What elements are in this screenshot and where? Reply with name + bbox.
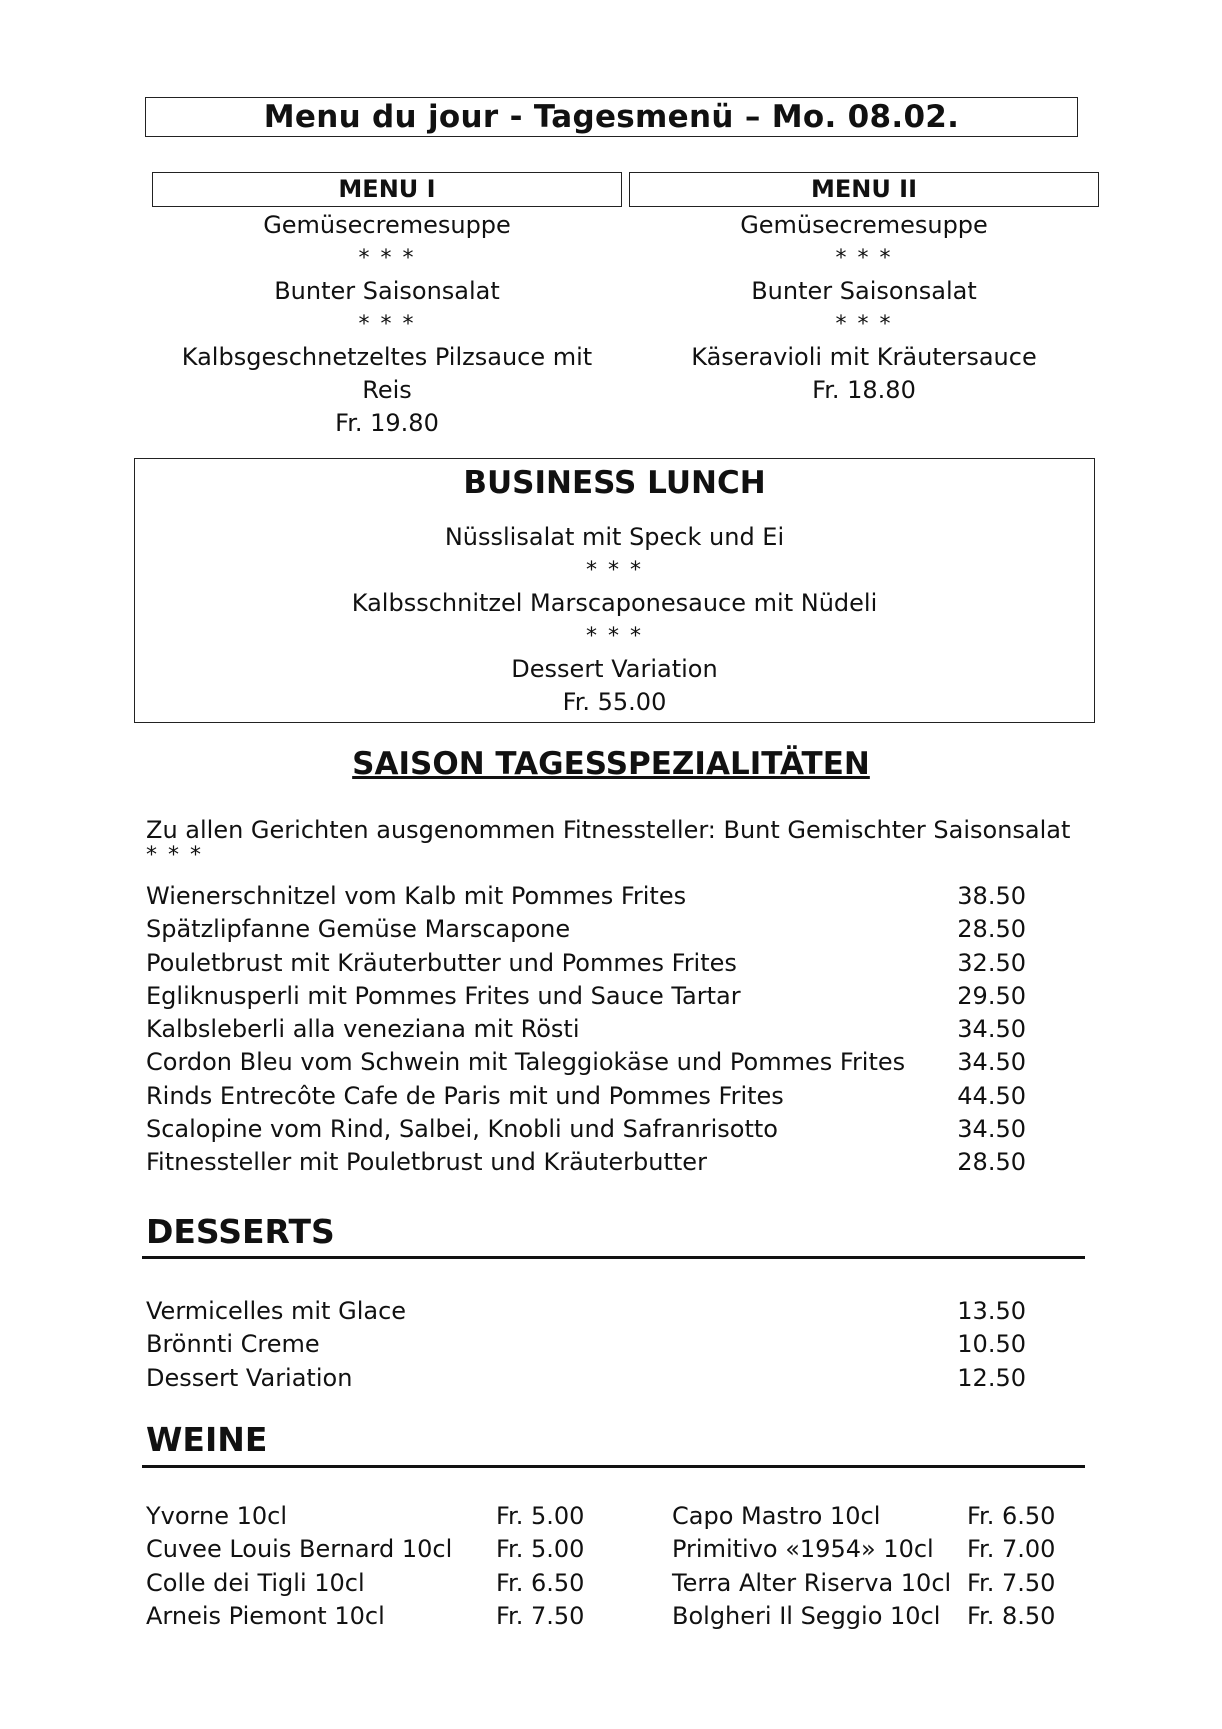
saison-item-name: Egliknusperli mit Pommes Frites und Sauce Tartar <box>146 981 741 1010</box>
desserts-title: DESSERTS <box>146 1212 335 1251</box>
wine-item-name: Colle dei Tigli 10cl <box>146 1568 365 1597</box>
saison-item-price: 34.50 <box>957 1115 1026 1144</box>
business-lunch-separator: * * * <box>586 558 643 583</box>
saison-item <box>146 947 1026 980</box>
wine-item <box>146 1600 584 1633</box>
saison-intro: Zu allen Gerichten ausgenommen Fitnessteller: Bunt Gemischter Saisonsalat <box>146 816 1071 844</box>
menu-1-main-line2: Reis <box>362 376 412 404</box>
saison-item <box>146 1146 1026 1179</box>
weine-list-right <box>672 1500 1055 1633</box>
dessert-item-name: Vermicelles mit Glace <box>146 1297 407 1325</box>
page-title: Menu du jour - Tagesmenü – Mo. 08.02. <box>145 97 1078 137</box>
saison-item <box>146 913 1026 946</box>
menu-1-main-line1: Kalbsgeschnetzeltes Pilzsauce mit <box>181 343 593 371</box>
wine-item <box>146 1500 584 1533</box>
saison-item <box>146 1013 1026 1046</box>
wine-item-name: Primitivo «1954» 10cl <box>672 1535 934 1564</box>
wine-item-price: Fr. 7.00 <box>967 1535 1056 1564</box>
wine-item-name: Capo Mastro 10cl <box>672 1502 881 1530</box>
weine-title: WEINE <box>146 1420 268 1459</box>
dessert-item-price: 13.50 <box>957 1297 1026 1325</box>
wine-item-price: Fr. 7.50 <box>496 1601 585 1630</box>
menu-2 <box>629 172 1099 407</box>
wine-item <box>146 1533 584 1566</box>
business-lunch-main: Kalbsschnitzel Marscaponesauce mit Nüdeli <box>351 589 878 617</box>
wine-item <box>672 1567 1055 1600</box>
menu-1-price: Fr. 19.80 <box>335 409 439 437</box>
dessert-item-name: Brönnti Creme <box>146 1330 320 1359</box>
wine-item-price: Fr. 6.50 <box>967 1502 1056 1530</box>
menu-2-separator: * * * <box>835 246 893 271</box>
saison-item-price: 44.50 <box>957 1081 1026 1110</box>
business-lunch-dessert: Dessert Variation <box>511 655 718 683</box>
saison-item-name: Pouletbrust mit Kräuterbutter und Pommes Frites <box>146 948 737 977</box>
menu-2-salad: Bunter Saisonsalat <box>751 277 977 305</box>
saison-item-name: Spätzlipfanne Gemüse Marscapone <box>146 915 571 944</box>
menu-1-salad: Bunter Saisonsalat <box>274 277 500 305</box>
menu-1 <box>152 172 622 440</box>
saison-item-price: 28.50 <box>957 915 1026 944</box>
wine-item-price: Fr. 5.00 <box>496 1502 585 1530</box>
saison-item-name: Rinds Entrecôte Cafe de Paris mit und Pommes Frites <box>146 1081 784 1110</box>
saison-item-price: 34.50 <box>957 1015 1026 1044</box>
business-lunch-price: Fr. 55.00 <box>562 688 667 716</box>
wine-item-name: Yvorne 10cl <box>146 1502 287 1530</box>
dessert-item <box>146 1328 1026 1361</box>
saison-item-price: 38.50 <box>957 882 1026 910</box>
menu-1-starter: Gemüsecremesuppe <box>263 211 511 239</box>
menu-2-heading: MENU II <box>629 172 1099 207</box>
weine-divider <box>142 1465 1085 1468</box>
business-lunch-separator: * * * <box>586 624 643 649</box>
saison-item-price: 29.50 <box>957 981 1026 1010</box>
menu-1-heading: MENU I <box>152 172 622 207</box>
dessert-item-name: Dessert Variation <box>146 1363 353 1392</box>
desserts-divider <box>142 1256 1085 1259</box>
dessert-item <box>146 1362 1026 1395</box>
business-lunch-box <box>134 458 1095 723</box>
saison-intro-block <box>146 815 1106 867</box>
business-lunch-starter: Nüsslisalat mit Speck und Ei <box>444 523 785 551</box>
saison-item-name: Cordon Bleu vom Schwein mit Taleggiokäse und Pommes Frites <box>146 1048 906 1077</box>
menu-2-separator: * * * <box>835 312 893 337</box>
menu-2-price: Fr. 18.80 <box>812 376 916 404</box>
wine-item-name: Arneis Piemont 10cl <box>146 1601 385 1630</box>
saison-item-price: 32.50 <box>957 948 1026 977</box>
weine-list-left <box>146 1500 584 1633</box>
dessert-item <box>146 1295 1026 1328</box>
saison-separator: * * * <box>146 843 203 868</box>
wine-item <box>672 1533 1055 1566</box>
saison-item-price: 34.50 <box>957 1048 1026 1077</box>
wine-item-price: Fr. 5.00 <box>496 1535 585 1564</box>
saison-item-name: Scalopine vom Rind, Salbei, Knobli und Safranrisotto <box>146 1115 778 1144</box>
saison-item-name: Wienerschnitzel vom Kalb mit Pommes Frites <box>146 882 687 910</box>
saison-item-name: Fitnessteller mit Pouletbrust und Kräuterbutter <box>146 1148 707 1177</box>
saison-item-price: 28.50 <box>957 1148 1026 1177</box>
wine-item-price: Fr. 6.50 <box>496 1568 585 1597</box>
saison-item <box>146 1046 1026 1079</box>
saison-item <box>146 980 1026 1013</box>
saison-item <box>146 1113 1026 1146</box>
saison-item <box>146 880 1026 913</box>
menu-1-separator: * * * <box>358 312 416 337</box>
saison-item-name: Kalbsleberli alla veneziana mit Rösti <box>146 1015 580 1044</box>
menu-2-starter: Gemüsecremesuppe <box>740 211 988 239</box>
menu-1-separator: * * * <box>358 246 416 271</box>
business-lunch-title: BUSINESS LUNCH <box>463 465 766 501</box>
desserts-list <box>146 1295 1026 1395</box>
wine-item <box>146 1567 584 1600</box>
wine-item-name: Cuvee Louis Bernard 10cl <box>146 1535 453 1564</box>
wine-item-price: Fr. 7.50 <box>967 1568 1056 1597</box>
menu-2-main-line1: Käseravioli mit Kräutersauce <box>691 343 1037 371</box>
saison-title: SAISON TAGESSPEZIALITÄTEN <box>352 746 870 782</box>
wine-item-price: Fr. 8.50 <box>967 1601 1056 1630</box>
wine-item-name: Terra Alter Riserva 10cl <box>672 1568 952 1597</box>
saison-list <box>146 880 1026 1180</box>
wine-item <box>672 1600 1055 1633</box>
dessert-item-price: 12.50 <box>957 1363 1026 1392</box>
dessert-item-price: 10.50 <box>957 1330 1026 1359</box>
wine-item-name: Bolgheri Il Seggio 10cl <box>672 1601 941 1630</box>
saison-item <box>146 1080 1026 1113</box>
wine-item <box>672 1500 1055 1533</box>
